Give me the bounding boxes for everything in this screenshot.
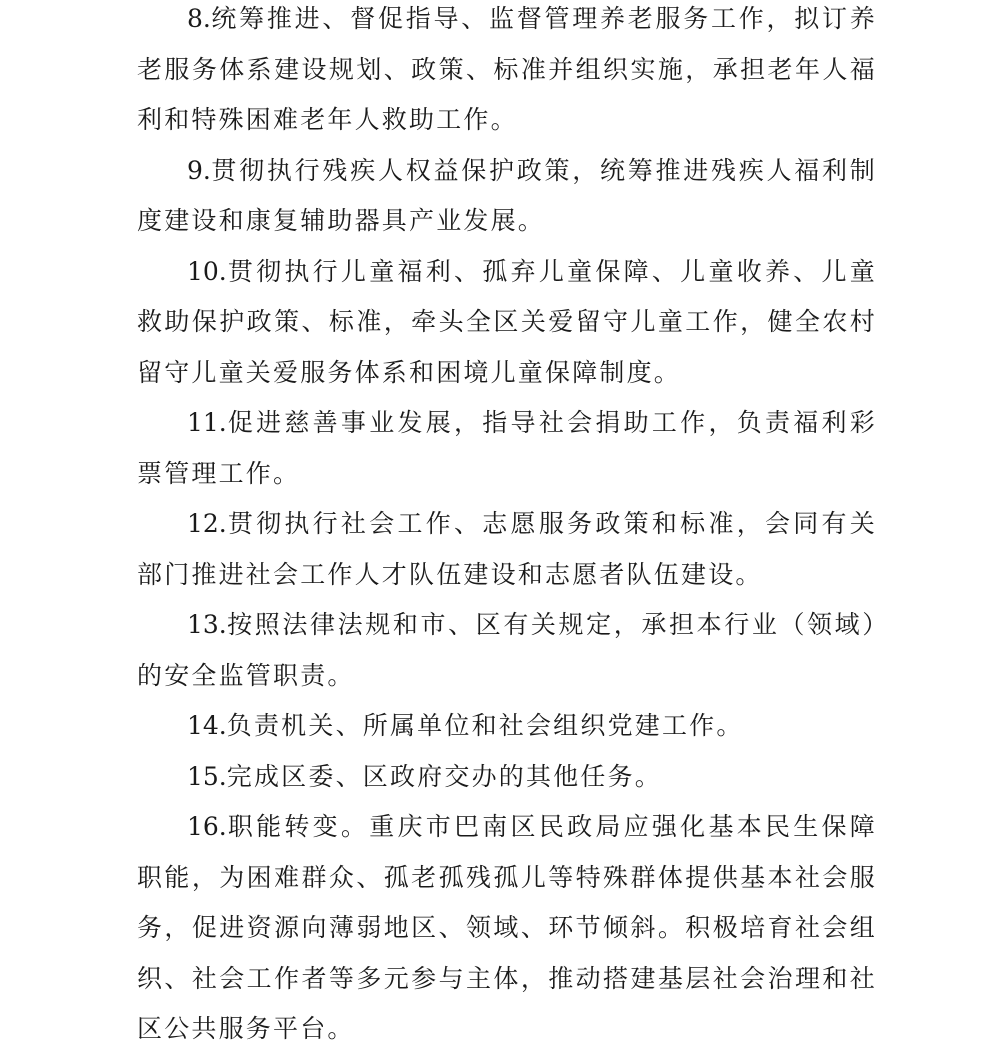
paragraph-text: 职能转变。重庆市巴南区民政局应强化基本民生保障职能，为困难群众、孤老孤残孤儿等特殊群体提供基本社会服务，促进资源向薄弱地区、领域、环节倾斜。积极培育社会组织、社会工作者等多元参与主体，推动搭建基层社会治理和社区公共服务平台。 [137,812,877,1043]
paragraph-number: 16. [187,812,227,841]
paragraph-number: 8. [187,4,211,33]
paragraph-number: 11. [187,408,227,437]
paragraph-15 [137,752,877,803]
paragraph-8 [137,0,877,146]
paragraph-text: 促进慈善事业发展，指导社会捐助工作，负责福利彩票管理工作。 [137,408,877,488]
paragraph-text: 完成区委、区政府交办的其他任务。 [226,761,662,791]
paragraph-11 [137,398,877,499]
document-page [137,0,877,1044]
paragraph-14 [137,701,877,752]
paragraph-10 [137,247,877,399]
paragraph-16 [137,802,877,1055]
paragraph-text: 贯彻执行残疾人权益保护政策，统筹推进残疾人福利制度建设和康复辅助器具产业发展。 [137,155,877,235]
paragraph-text: 统筹推进、督促指导、监督管理养老服务工作，拟订养老服务体系建设规划、政策、标准并组织实施，承担老年人福利和特殊困难老年人救助工作。 [137,4,877,134]
paragraph-text: 贯彻执行社会工作、志愿服务政策和标准，会同有关部门推进社会工作人才队伍建设和志愿者队伍建设。 [137,509,877,589]
paragraph-text: 负责机关、所属单位和社会组织党建工作。 [226,711,744,740]
paragraph-text: 贯彻执行儿童福利、孤弃儿童保障、儿童收养、儿童救助保护政策、标准，牵头全区关爱留守儿童工作，健全农村留守儿童关爱服务体系和困境儿童保障制度。 [137,256,877,387]
paragraph-13 [137,600,877,701]
paragraph-text: 按照法律法规和市、区有关规定，承担本行业（领域）的安全监管职责。 [137,610,877,690]
paragraph-number: 12. [187,509,227,538]
paragraph-number: 14. [187,711,227,740]
paragraph-number: 9. [187,155,211,185]
paragraph-number: 15. [187,761,227,791]
paragraph-12 [137,499,877,600]
paragraph-number: 13. [187,610,227,639]
paragraph-9 [137,146,877,247]
paragraph-number: 10. [187,256,227,286]
